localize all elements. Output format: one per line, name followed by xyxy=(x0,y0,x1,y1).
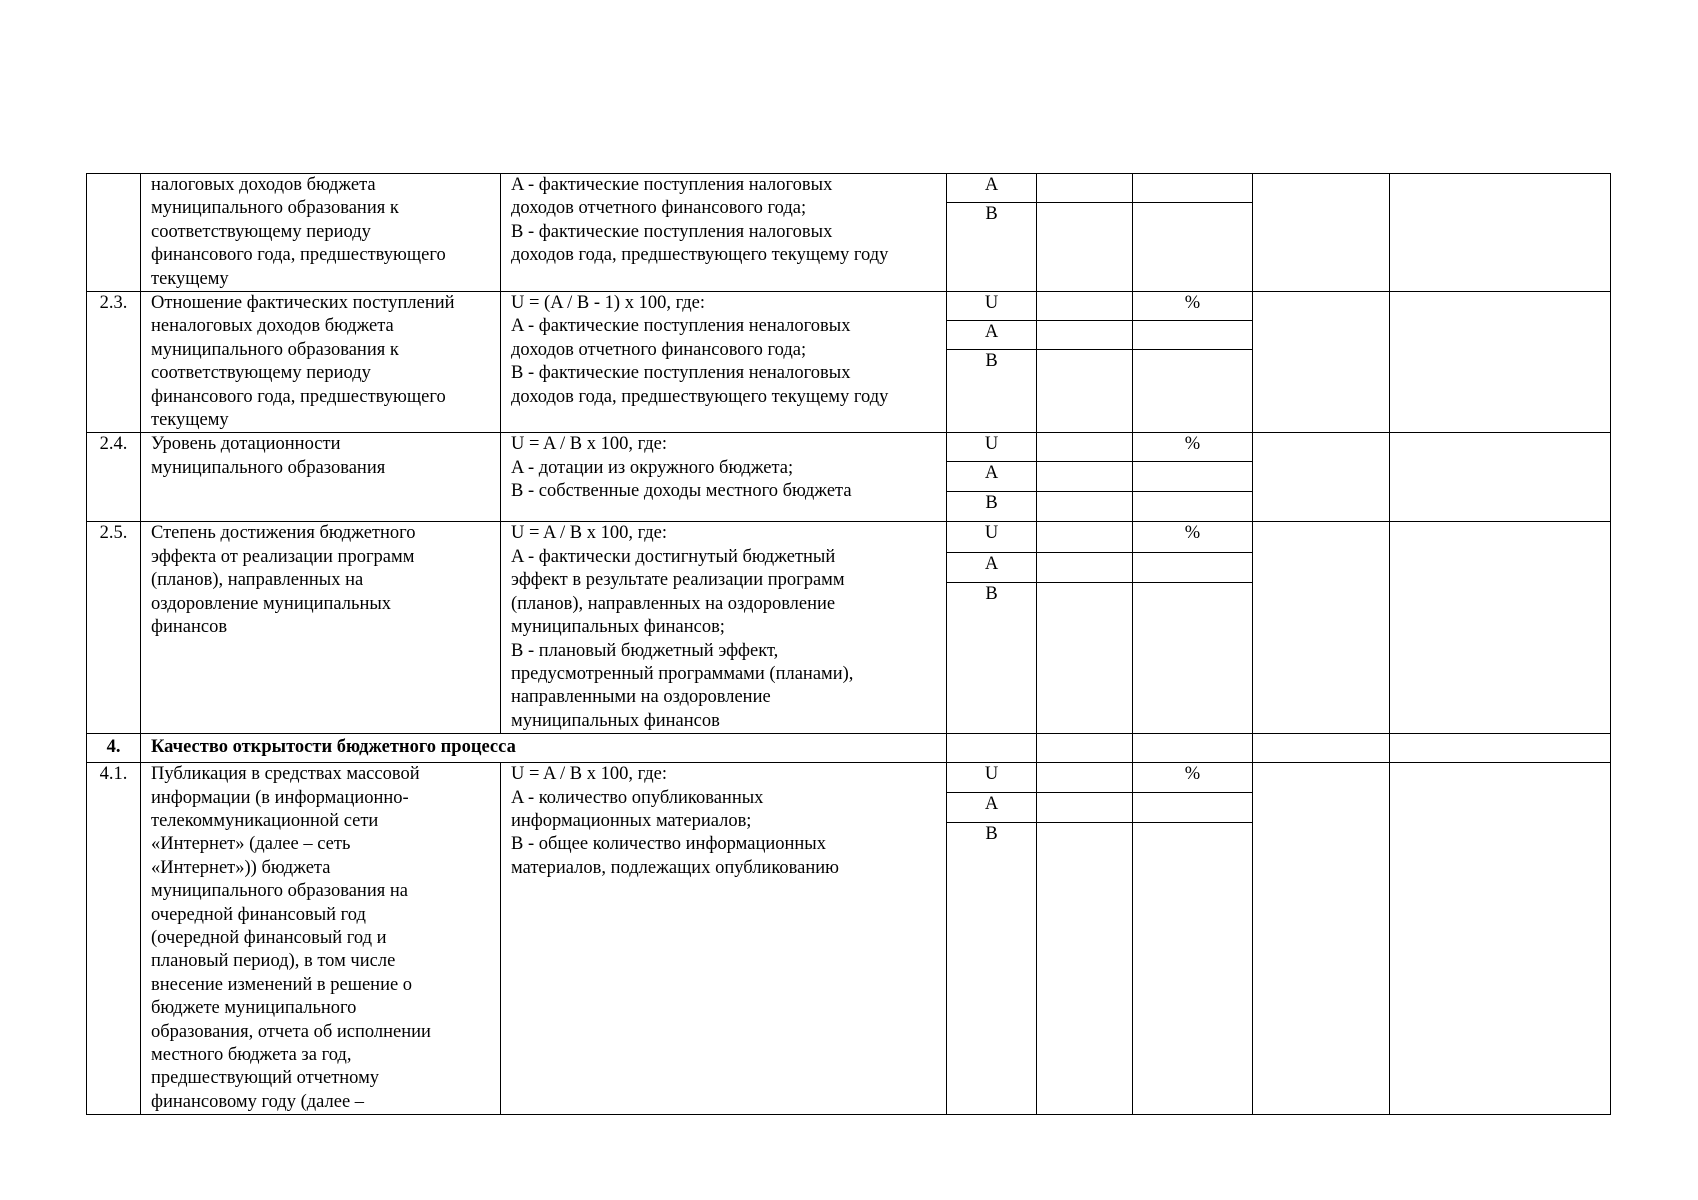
table-body xyxy=(87,174,1611,1115)
indicator-formula-line: U = (A / B - 1) x 100, где: xyxy=(511,293,706,314)
indicator-formula-line: B - общее количество информационных xyxy=(511,834,826,855)
table-row xyxy=(87,433,1611,462)
variable-unit xyxy=(1133,552,1253,582)
indicator-name-line: информации (в информационно- xyxy=(151,787,409,808)
blank-cell xyxy=(1390,734,1611,763)
variable-symbol: U xyxy=(947,522,1037,552)
variable-symbol: B xyxy=(947,492,1037,522)
blank-cell xyxy=(1390,433,1611,522)
indicator-formula-line: A - фактические поступления неналоговых xyxy=(511,316,851,337)
indicator-name-line: оздоровление муниципальных xyxy=(151,593,392,614)
variable-symbol: B xyxy=(947,203,1037,292)
indicator-name-line: телекоммуникационной сети xyxy=(151,810,379,831)
blank-cell xyxy=(1390,174,1611,292)
variable-symbol: A xyxy=(947,462,1037,492)
indicator-name-line: неналоговых доходов бюджета xyxy=(151,316,394,337)
indicator-name-line: финансового года, предшествующего xyxy=(151,386,446,407)
indicator-name-line: финансов xyxy=(151,617,228,638)
variable-value-cell xyxy=(1037,350,1133,433)
indicator-name-line: образования, отчета об исполнении xyxy=(151,1021,431,1042)
variable-value-cell xyxy=(1037,763,1133,793)
indicator-name xyxy=(141,292,501,433)
section-number: 4. xyxy=(87,734,141,763)
indicator-name-line: плановый период), в том числе xyxy=(151,951,396,972)
variable-value-cell xyxy=(1037,174,1133,203)
indicator-formula-line: доходов отчетного финансового года; xyxy=(511,198,807,219)
variable-unit: % xyxy=(1133,292,1253,321)
variable-symbol: A xyxy=(947,552,1037,582)
indicator-name-line: предшествующий отчетному xyxy=(151,1068,380,1089)
row-number: 2.3. xyxy=(87,292,141,433)
indicator-name xyxy=(141,433,501,522)
indicator-formula-line: доходов года, предшествующего текущему году xyxy=(511,245,889,266)
indicator-formula-line: A - фактические поступления налоговых xyxy=(511,175,833,195)
variable-symbol: B xyxy=(947,582,1037,734)
variable-value-cell xyxy=(1037,552,1133,582)
indicator-formula-line: B - собственные доходы местного бюджета xyxy=(511,481,852,502)
indicator-formula-line: U = A / B x 100, где: xyxy=(511,434,668,455)
variable-symbol: A xyxy=(947,174,1037,203)
blank-cell xyxy=(1390,292,1611,433)
blank-cell xyxy=(1253,292,1390,433)
variable-unit xyxy=(1133,582,1253,734)
variable-symbol: A xyxy=(947,321,1037,350)
indicator-formula xyxy=(501,522,947,734)
blank-cell xyxy=(947,734,1037,763)
blank-cell xyxy=(1390,522,1611,734)
indicator-formula xyxy=(501,763,947,1115)
indicator-name-line: текущему xyxy=(151,268,229,289)
variable-symbol: B xyxy=(947,823,1037,1115)
variable-value-cell xyxy=(1037,823,1133,1115)
variable-unit xyxy=(1133,462,1253,492)
table-row xyxy=(87,292,1611,321)
blank-cell xyxy=(1253,522,1390,734)
variable-unit: % xyxy=(1133,522,1253,552)
indicator-name-line: соответствующему периоду xyxy=(151,363,371,384)
variable-unit xyxy=(1133,350,1253,433)
indicator-name-line: Отношение фактических поступлений xyxy=(151,293,455,314)
indicator-name-line: муниципального образования к xyxy=(151,339,399,360)
variable-unit xyxy=(1133,203,1253,292)
variable-value-cell xyxy=(1037,292,1133,321)
indicator-name-line: бюджете муниципального xyxy=(151,998,357,1019)
indicator-formula-line: (планов), направленных на оздоровление xyxy=(511,593,836,614)
variable-symbol: U xyxy=(947,292,1037,321)
blank-cell xyxy=(1037,734,1133,763)
variable-symbol: A xyxy=(947,793,1037,823)
indicator-formula-line: A - дотации из окружного бюджета; xyxy=(511,457,794,478)
table-row xyxy=(87,174,1611,203)
variable-unit xyxy=(1133,823,1253,1115)
indicator-name-line: муниципального образования на xyxy=(151,881,408,902)
indicator-name-line: Публикация в средствах массовой xyxy=(151,764,420,785)
indicator-formula-line: материалов, подлежащих опубликованию xyxy=(511,857,839,878)
section-row xyxy=(87,734,1611,763)
variable-value-cell xyxy=(1037,203,1133,292)
indicator-formula-line: муниципальных финансов xyxy=(511,710,720,731)
indicator-formula-line: B - фактические поступления налоговых xyxy=(511,221,833,242)
indicator-formula-line: B - фактические поступления неналоговых xyxy=(511,363,851,384)
indicator-name-line: «Интернет»)) бюджета xyxy=(151,857,331,878)
indicator-name-line: финансового года, предшествующего xyxy=(151,245,446,266)
indicator-formula-line: информационных материалов; xyxy=(511,810,752,831)
indicator-name xyxy=(141,763,501,1115)
row-number: 2.5. xyxy=(87,522,141,734)
indicator-formula-line: A - фактически достигнутый бюджетный xyxy=(511,546,836,567)
variable-value-cell xyxy=(1037,793,1133,823)
variable-unit xyxy=(1133,492,1253,522)
indicator-name-line: «Интернет» (далее – сеть xyxy=(151,834,351,855)
indicator-formula-line: доходов года, предшествующего текущему году xyxy=(511,386,889,407)
row-number xyxy=(87,174,141,292)
variable-unit: % xyxy=(1133,433,1253,462)
indicator-name-line: Уровень дотационности xyxy=(151,434,341,455)
indicator-name-line: Степень достижения бюджетного xyxy=(151,523,416,544)
indicator-formula-line: предусмотренный программами (планами), xyxy=(511,663,854,684)
indicator-name xyxy=(141,522,501,734)
blank-cell xyxy=(1253,734,1390,763)
variable-value-cell xyxy=(1037,582,1133,734)
variable-value-cell xyxy=(1037,321,1133,350)
indicator-name-line: текущему xyxy=(151,410,229,431)
indicator-name-line: муниципального образования к xyxy=(151,198,399,219)
variable-unit xyxy=(1133,321,1253,350)
row-number: 4.1. xyxy=(87,763,141,1115)
indicator-name-line: (очередной финансовый год и xyxy=(151,927,387,948)
variable-unit xyxy=(1133,174,1253,203)
variable-unit: % xyxy=(1133,763,1253,793)
indicator-formula xyxy=(501,433,947,522)
section-title: Качество открытости бюджетного процесса xyxy=(141,734,947,763)
blank-cell xyxy=(1253,174,1390,292)
indicator-name-line: налоговых доходов бюджета xyxy=(151,175,376,195)
indicator-formula-line: U = A / B x 100, где: xyxy=(511,523,668,544)
indicator-name xyxy=(141,174,501,292)
indicator-formula-line: A - количество опубликованных xyxy=(511,787,764,808)
indicator-formula xyxy=(501,292,947,433)
blank-cell xyxy=(1390,763,1611,1115)
table-row xyxy=(87,522,1611,552)
indicator-formula-line: эффект в результате реализации программ xyxy=(511,570,845,591)
variable-value-cell xyxy=(1037,522,1133,552)
variable-value-cell xyxy=(1037,462,1133,492)
variable-symbol: U xyxy=(947,433,1037,462)
blank-cell xyxy=(1253,763,1390,1115)
blank-cell xyxy=(1253,433,1390,522)
variable-value-cell xyxy=(1037,492,1133,522)
variable-symbol: B xyxy=(947,350,1037,433)
variable-symbol: U xyxy=(947,763,1037,793)
indicator-formula-line: доходов отчетного финансового года; xyxy=(511,339,807,360)
indicators-table xyxy=(86,173,1611,1115)
row-number: 2.4. xyxy=(87,433,141,522)
indicator-formula xyxy=(501,174,947,292)
indicator-name-line: очередной финансовый год xyxy=(151,904,366,925)
blank-cell xyxy=(1133,734,1253,763)
indicator-name-line: соответствующему периоду xyxy=(151,221,371,242)
table-row xyxy=(87,763,1611,793)
variable-value-cell xyxy=(1037,433,1133,462)
indicator-name-line: эффекта от реализации программ xyxy=(151,546,415,567)
indicator-formula-line: U = A / B x 100, где: xyxy=(511,764,668,785)
indicator-formula-line: B - плановый бюджетный эффект, xyxy=(511,640,779,661)
indicator-name-line: финансовому году (далее – xyxy=(151,1091,365,1112)
indicator-name-line: внесение изменений в решение о xyxy=(151,974,413,995)
indicator-formula-line: муниципальных финансов; xyxy=(511,617,725,638)
indicator-formula-line: направленными на оздоровление xyxy=(511,687,771,708)
indicator-name-line: местного бюджета за год, xyxy=(151,1045,352,1065)
variable-unit xyxy=(1133,793,1253,823)
indicator-name-line: (планов), направленных на xyxy=(151,570,364,591)
indicator-name-line: муниципального образования xyxy=(151,457,386,478)
